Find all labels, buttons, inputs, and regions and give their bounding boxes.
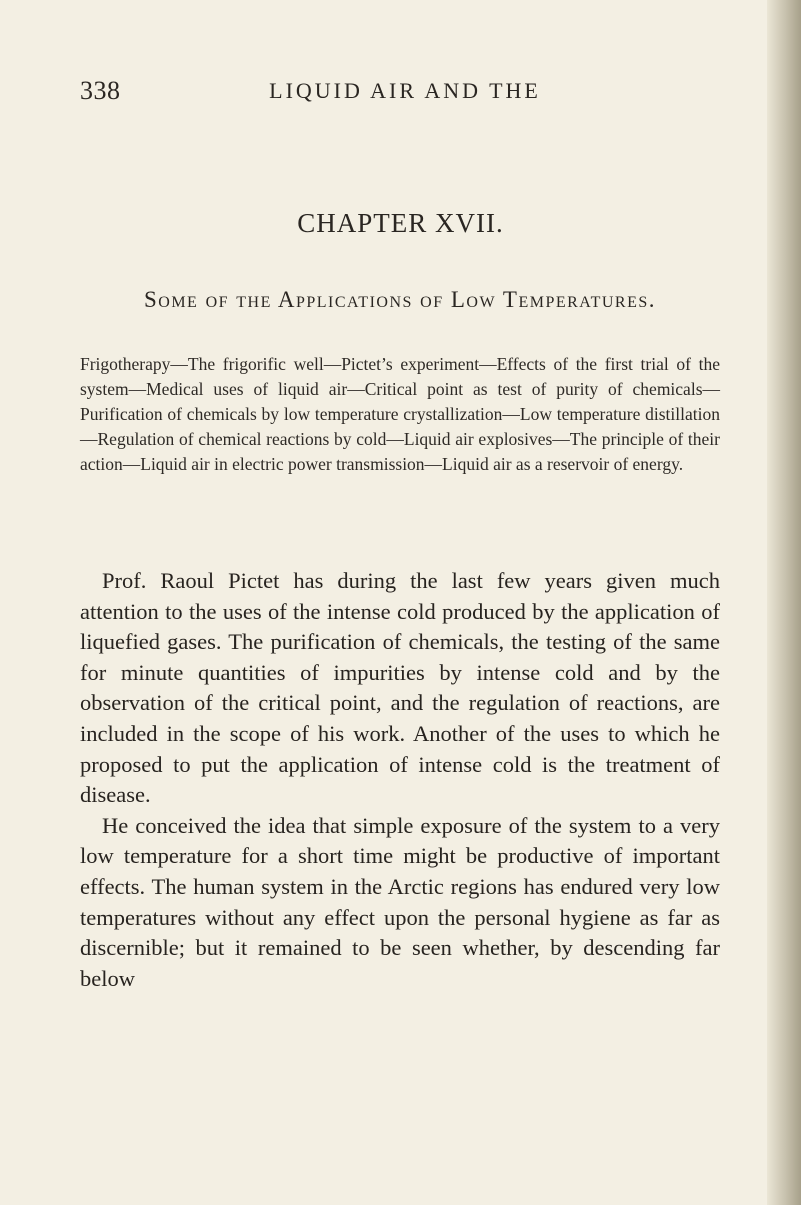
paragraph: He conceived the idea that simple exposure of the system to a very low temperature for a short time might be productive of important effects. The human system in the Arctic regions has endured very low temperatures without any effect upon the personal hygiene as far as discernible; but it remained to be seen whether, by descending far below [80, 812, 720, 991]
body-text [80, 566, 720, 994]
chapter-synopsis: Frigotherapy—The frigorific well—Pictet’s experiment—Effects of the first trial of the system—Medical uses of liquid air—Critical point as test of purity of chemicals—Purification of chemicals by low temperature crystallization—Low temperature distillation—Regulation of chemical reactions by cold—Liquid air explosives—The principle of their action—Liquid air in electric power transmission—Liquid air as a reservoir of energy. [80, 354, 720, 474]
paragraph: Prof. Raoul Pictet has during the last few years given much attention to the uses of the intense cold produced by the application of liquefied gases. The purification of chemicals, the testing of the same for minute quantities of impurities by intense cold and by the observation of the critical point, and the regulation of reactions, are included in the scope of his work. Another of the uses to which he proposed to put the application of intense cold is the treatment of disease. [80, 568, 720, 808]
chapter-subtitle: Some of the Applications of Low Temperatures. [143, 287, 657, 312]
page-header [80, 76, 720, 116]
running-head: LIQUID AIR AND THE [269, 78, 541, 103]
page-edge [767, 0, 801, 1205]
page-number: 338 [80, 76, 121, 105]
chapter-title: CHAPTER XVII. [297, 208, 504, 238]
